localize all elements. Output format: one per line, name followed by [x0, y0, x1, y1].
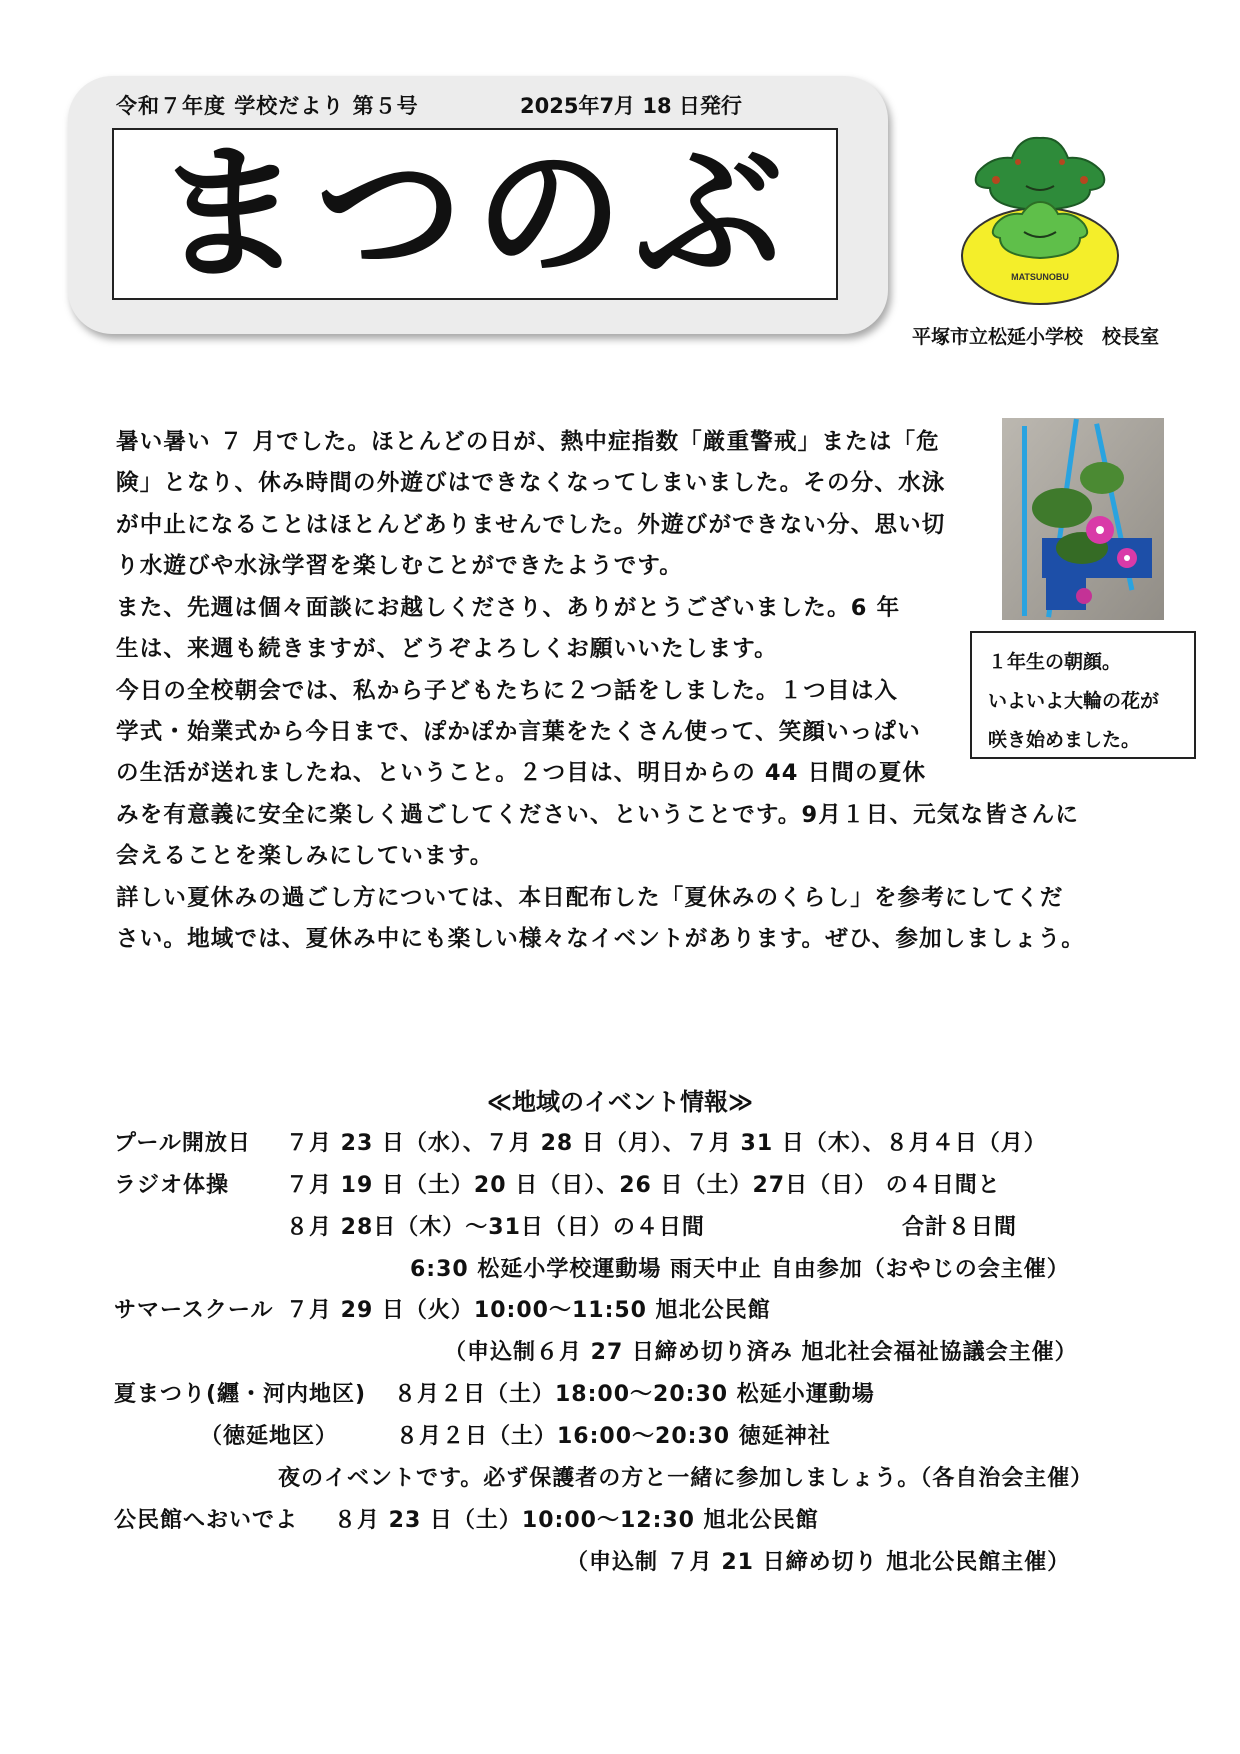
svg-text:MATSUNOBU: MATSUNOBU [1011, 272, 1069, 282]
radio-details: 6:30 松延小学校運動場 雨天中止 自由参加（おやじの会主催） [410, 1257, 1070, 1282]
issue-date: 2025年7月 18 日発行 [520, 94, 742, 118]
summer-school-note: （申込制６月 27 日締め切り済み 旭北社会福祉協議会主催） [444, 1340, 1078, 1365]
article-line: の生活が送れましたね、ということ。２つ目は、明日からの 44 日間の夏休 [116, 760, 927, 786]
issue-number: 令和７年度 学校だより 第５号 [116, 94, 419, 118]
pool-label: プール開放日 [114, 1131, 251, 1156]
article-line: り水遊びや水泳学習を楽しむことができたようです。 [116, 553, 684, 579]
article-line: 学式・始業式から今日まで、ぽかぽか言葉をたくさん使って、笑顔いっぱい [116, 719, 921, 745]
radio-dates-1: ７月 19 日（土）20 日（日）、26 日（土）27日（日） の４日間と [286, 1173, 1001, 1198]
caption-line: １年生の朝顔。 [988, 651, 1122, 673]
article-line: 今日の全校朝会では、私から子どもたちに２つ話をしました。１つ目は入 [116, 678, 899, 704]
kominkan-label: 公民館へおいでよ [114, 1508, 299, 1533]
article-line: 暑い暑い ７ 月でした。ほとんどの日が、熱中症指数「厳重警戒」または「危 [116, 429, 940, 455]
photo-caption [970, 631, 1196, 759]
article-line: みを有意義に安全に楽しく過ごしてください、ということです。9月１日、元気な皆さんに [116, 802, 1080, 828]
caption-line: いよいよ大輪の花が [988, 690, 1160, 712]
kominkan-note: （申込制 ７月 21 日締め切り 旭北公民館主催） [566, 1550, 1071, 1575]
events-heading: ≪地域のイベント情報≫ [486, 1088, 754, 1116]
title-frame [112, 128, 838, 300]
festival-date-2: ８月２日（土）16:00～20:30 徳延神社 [396, 1424, 831, 1449]
morning-glory-photo [1002, 418, 1164, 620]
article-line: 生は、来週も続きますが、どうぞよろしくお願いいたします。 [116, 636, 778, 662]
kominkan-date: ８月 23 日（土）10:00～12:30 旭北公民館 [334, 1508, 819, 1533]
radio-total: 合計８日間 [902, 1215, 1018, 1240]
article-line: また、先週は個々面談にお越しくださり、ありがとうございました。6 年 [116, 595, 901, 621]
festival-note: 夜のイベントです。必ず保護者の方と一緒に参加しましょう。（各自治会主催） [278, 1466, 1094, 1491]
article-line: さい。地域では、夏休み中にも楽しい様々なイベントがあります。ぜひ、参加しましょう。 [116, 926, 1086, 952]
article-line: 詳しい夏休みの過ごし方については、本日配布した「夏休みのくらし」を参考にしてくだ [116, 885, 1064, 911]
pool-dates: ７月 23 日（水）、７月 28 日（月）、７月 31 日（木）、８月４日（月） [286, 1131, 1047, 1156]
article-line: が中止になることはほとんどありませんでした。外遊びができない分、思い切 [116, 512, 946, 538]
festival-label: 夏まつり(纒・河内地区) [114, 1382, 367, 1407]
article-line: 険」となり、休み時間の外遊びはできなくなってしまいました。その分、水泳 [116, 470, 946, 496]
newsletter-title: まつのぶ [155, 128, 795, 300]
summer-school-date: ７月 29 日（火）10:00～11:50 旭北公民館 [286, 1298, 771, 1323]
summer-school-label: サマースクール [114, 1298, 274, 1323]
radio-dates-2: ８月 28日（木）～31日（日）の４日間 [286, 1215, 705, 1240]
festival-date-1: ８月２日（土）18:00～20:30 松延小運動場 [394, 1382, 875, 1407]
festival-label-2: （徳延地区） [200, 1424, 339, 1449]
radio-label: ラジオ体操 [114, 1173, 230, 1198]
school-name: 平塚市立松延小学校 校長室 [912, 326, 1160, 348]
article-line: 会えることを楽しみにしています。 [116, 843, 494, 869]
mascot-logo [940, 128, 1140, 308]
caption-line: 咲き始めました。 [988, 729, 1141, 751]
